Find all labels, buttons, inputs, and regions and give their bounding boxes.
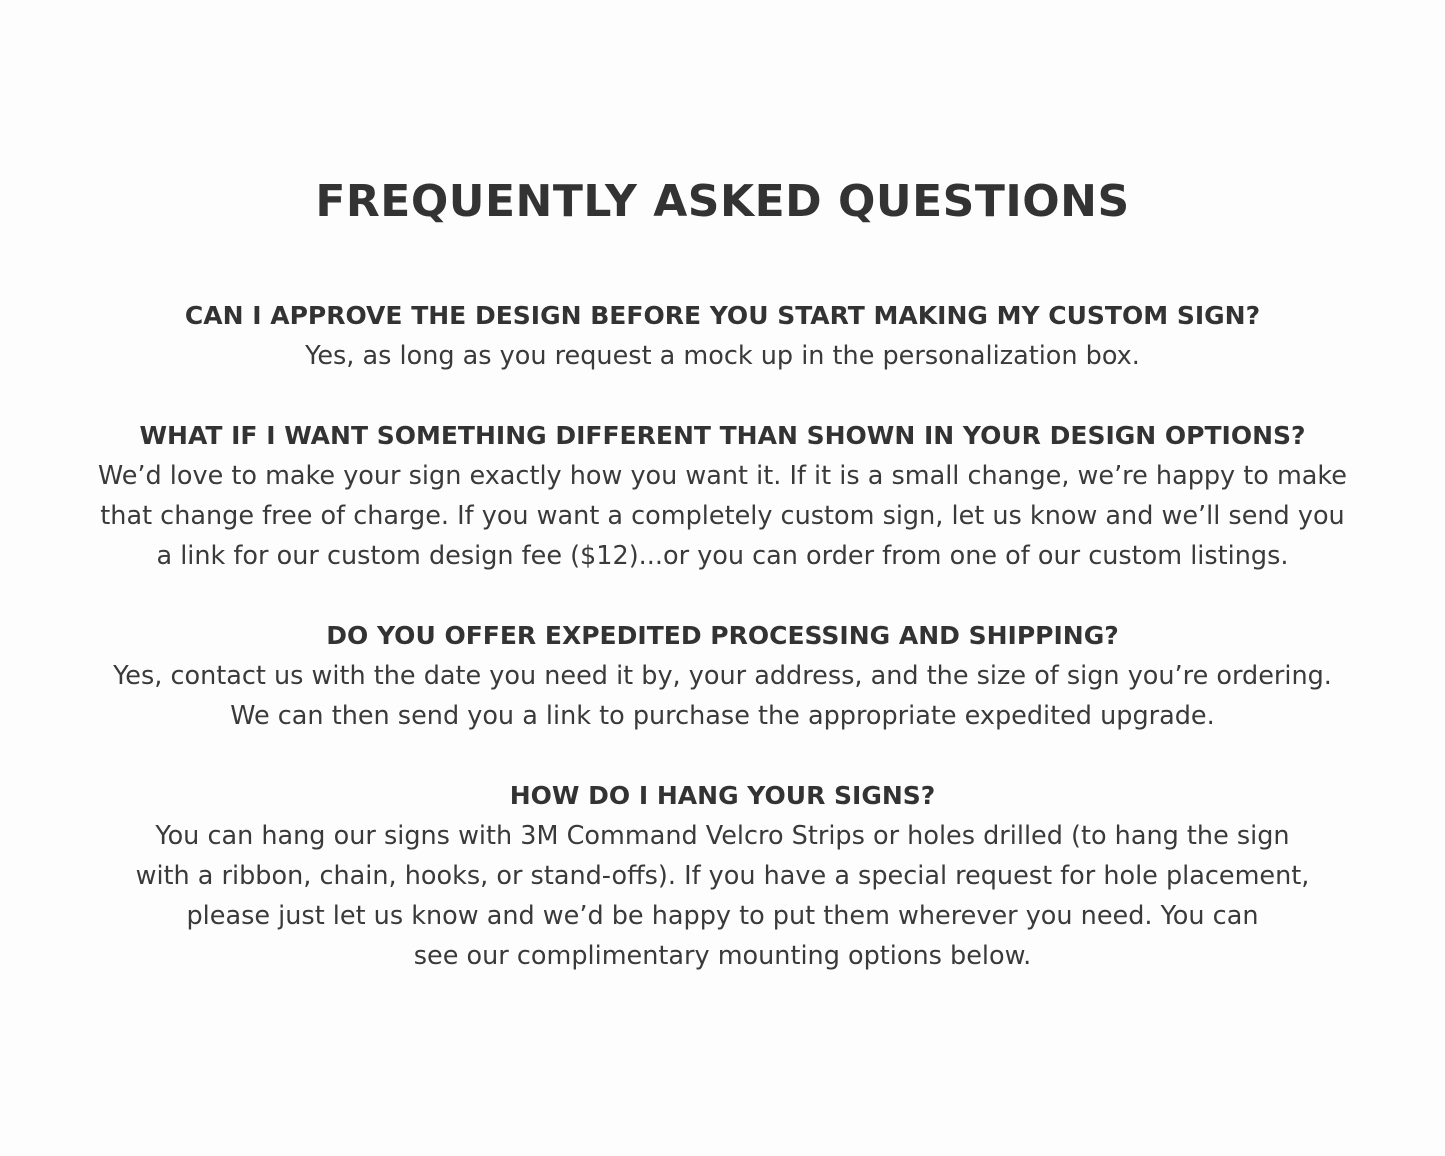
- faq-answer-line: see our complimentary mounting options below.: [413, 941, 1032, 971]
- faq-question: CAN I APPROVE THE DESIGN BEFORE YOU START MAKING MY CUSTOM SIGN?: [184, 301, 1261, 330]
- faq-answer-line: a link for our custom design fee ($12)...or you can order from one of our custom listings.: [156, 541, 1289, 571]
- faq-item: [0, 616, 1445, 736]
- faq-question: HOW DO I HANG YOUR SIGNS?: [509, 781, 936, 810]
- faq-answer-line: You can hang our signs with 3M Command Velcro Strips or holes drilled (to hang the sign: [155, 821, 1290, 851]
- faq-answer-line: with a ribbon, chain, hooks, or stand-offs). If you have a special request for hole placement,: [135, 861, 1310, 891]
- page-title: FREQUENTLY ASKED QUESTIONS: [315, 176, 1130, 227]
- faq-answer: [0, 456, 1445, 576]
- faq-answer-line: Yes, as long as you request a mock up in the personalization box.: [305, 341, 1140, 371]
- faq-answer: [0, 816, 1445, 976]
- faq-question: WHAT IF I WANT SOMETHING DIFFERENT THAN SHOWN IN YOUR DESIGN OPTIONS?: [139, 421, 1306, 450]
- faq-answer-line: We can then send you a link to purchase the appropriate expedited upgrade.: [230, 701, 1215, 731]
- faq-answer-line: Yes, contact us with the date you need it by, your address, and the size of sign you’re ordering.: [113, 661, 1332, 691]
- faq-answer-line: please just let us know and we’d be happy to put them wherever you need. You can: [186, 901, 1259, 931]
- faq-answer: [0, 656, 1445, 736]
- faq-item: [0, 776, 1445, 976]
- faq-answer-line: We’d love to make your sign exactly how you want it. If it is a small change, we’re happy to make: [98, 461, 1347, 491]
- faq-answer: [0, 336, 1445, 376]
- faq-item: [0, 416, 1445, 576]
- faq-item: [0, 296, 1445, 376]
- faq-question: DO YOU OFFER EXPEDITED PROCESSING AND SHIPPING?: [326, 621, 1119, 650]
- faq-answer-line: that change free of charge. If you want a completely custom sign, let us know and we’ll send you: [100, 501, 1345, 531]
